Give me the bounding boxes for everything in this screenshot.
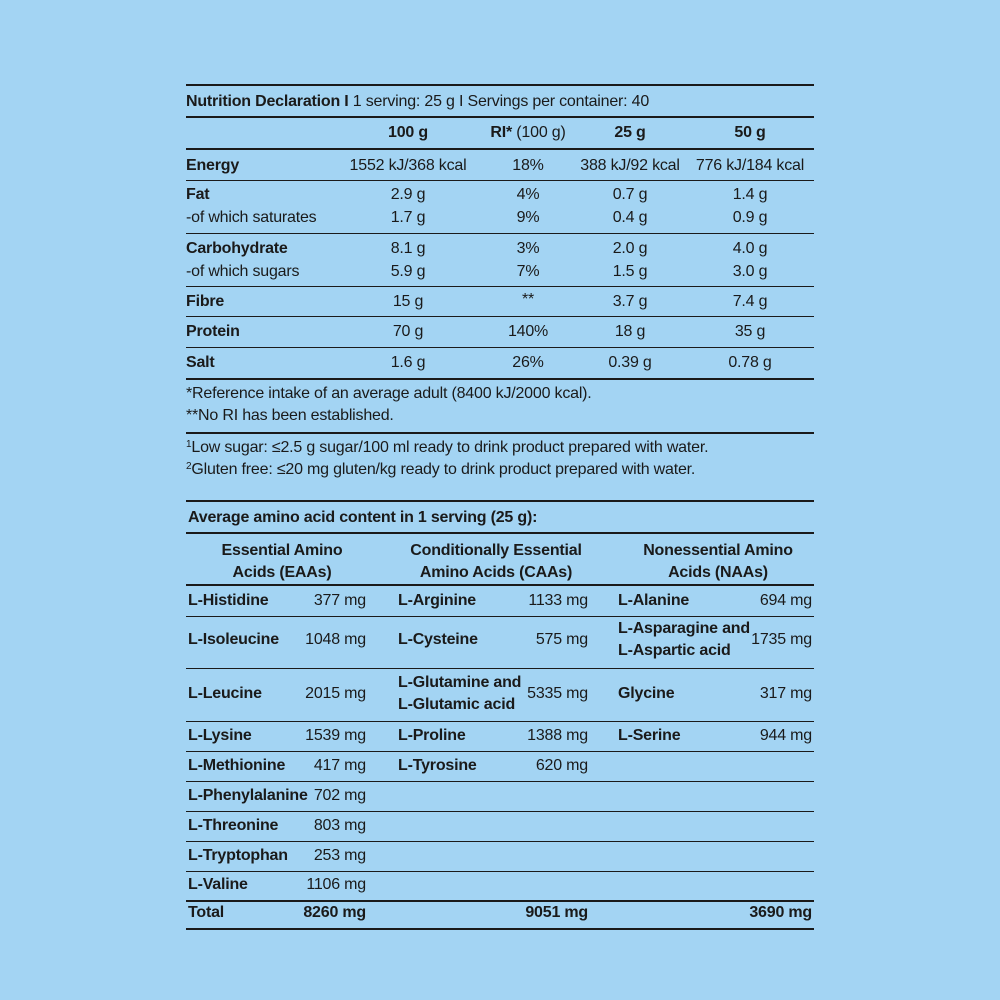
row-fat bbox=[186, 181, 814, 233]
caa-header bbox=[386, 540, 606, 584]
nutrition-column-headers bbox=[186, 118, 814, 148]
eaa-header bbox=[186, 540, 378, 584]
fibre-label: Fibre bbox=[186, 293, 225, 310]
fat-ri: 4% bbox=[516, 186, 540, 203]
saturates-50g: 0.9 g bbox=[732, 209, 768, 226]
caa-value: 1133 mg bbox=[528, 592, 588, 609]
caa-value: 1388 mg bbox=[527, 727, 588, 744]
energy-25g: 388 kJ/92 kcal bbox=[580, 157, 680, 174]
eaa-name: L-Lysine bbox=[188, 727, 252, 744]
total-naa: 3690 mg bbox=[749, 904, 812, 921]
amino-title-row bbox=[186, 502, 814, 532]
eaa-name: L-Isoleucine bbox=[188, 631, 279, 648]
nutrition-header bbox=[186, 86, 814, 116]
naa-name-line1: L-Asparagine and bbox=[618, 620, 750, 637]
protein-100g: 70 g bbox=[392, 323, 424, 340]
eaa-value: 253 mg bbox=[313, 847, 366, 864]
naa-value: 944 mg bbox=[759, 727, 812, 744]
fat-100g: 2.9 g bbox=[390, 186, 426, 203]
total-label: Total bbox=[188, 904, 225, 921]
eaa-value: 803 mg bbox=[313, 817, 366, 834]
caa-header-line1: Conditionally Essential bbox=[410, 542, 582, 559]
protein-ri: 140% bbox=[507, 323, 549, 340]
caa-name-line2: L-Glutamic acid bbox=[398, 696, 516, 713]
eaa-name: L-Methionine bbox=[188, 757, 286, 774]
row-salt bbox=[186, 348, 814, 378]
amino-row bbox=[186, 782, 814, 812]
amino-title: Average amino acid content in 1 serving (25 g): bbox=[188, 509, 538, 526]
salt-25g: 0.39 g bbox=[608, 354, 652, 371]
total-caa: 9051 mg bbox=[525, 904, 588, 921]
fat-label: Fat bbox=[186, 186, 210, 203]
carb-25g: 2.0 g bbox=[612, 240, 648, 257]
saturates-25g: 0.4 g bbox=[612, 209, 648, 226]
saturates-100g: 1.7 g bbox=[390, 209, 426, 226]
amino-row bbox=[186, 752, 814, 782]
caa-name: L-Arginine bbox=[398, 592, 476, 609]
carb-50g: 4.0 g bbox=[732, 240, 768, 257]
naa-name: L-Serine bbox=[618, 727, 681, 744]
nutrition-panel bbox=[186, 84, 814, 921]
caa-value: 5335 mg bbox=[527, 685, 588, 702]
footnote-ri: *Reference intake of an average adult (8400 kJ/2000 kcal). bbox=[186, 385, 592, 402]
naa-name: L-Alanine bbox=[618, 592, 690, 609]
footnote-marker-2: 2 bbox=[186, 461, 192, 472]
fibre-25g: 3.7 g bbox=[612, 293, 648, 310]
naa-header-line2: Acids (NAAs) bbox=[668, 564, 768, 581]
energy-100g: 1552 kJ/368 kcal bbox=[349, 157, 467, 174]
low-sugar-text: Low sugar: ≤2.5 g sugar/100 ml ready to drink product prepared with water. bbox=[191, 439, 709, 456]
amino-row bbox=[186, 812, 814, 842]
row-protein bbox=[186, 317, 814, 347]
salt-50g: 0.78 g bbox=[728, 354, 772, 371]
fibre-ri: ** bbox=[521, 291, 535, 308]
amino-row bbox=[186, 617, 814, 669]
eaa-name: L-Tryptophan bbox=[188, 847, 288, 864]
salt-ri: 26% bbox=[512, 354, 544, 371]
naa-name-line2: L-Aspartic acid bbox=[618, 642, 731, 659]
eaa-name: L-Valine bbox=[188, 876, 248, 893]
carb-100g: 8.1 g bbox=[390, 240, 426, 257]
naa-value: 1735 mg bbox=[751, 631, 812, 648]
amino-total-row bbox=[186, 902, 814, 930]
salt-100g: 1.6 g bbox=[390, 354, 426, 371]
caa-value: 575 mg bbox=[535, 631, 588, 648]
fat-50g: 1.4 g bbox=[732, 186, 768, 203]
carb-label: Carbohydrate bbox=[186, 240, 288, 257]
protein-label: Protein bbox=[186, 323, 240, 340]
sugars-50g: 3.0 g bbox=[732, 263, 768, 280]
eaa-value: 1048 mg bbox=[305, 631, 366, 648]
protein-50g: 35 g bbox=[734, 323, 766, 340]
footnote-marker-1: 1 bbox=[186, 439, 192, 450]
energy-label: Energy bbox=[186, 157, 240, 174]
total-eaa: 8260 mg bbox=[303, 904, 366, 921]
salt-label: Salt bbox=[186, 354, 215, 371]
saturates-ri: 9% bbox=[516, 209, 540, 226]
eaa-name: L-Phenylalanine bbox=[188, 787, 308, 804]
naa-header bbox=[614, 540, 822, 584]
sugars-label: -of which sugars bbox=[186, 263, 300, 280]
nutrition-title-line bbox=[186, 93, 649, 111]
fibre-100g: 15 g bbox=[392, 293, 424, 310]
amino-row bbox=[186, 669, 814, 722]
col-100g: 100 g bbox=[388, 124, 428, 141]
row-fibre bbox=[186, 287, 814, 316]
eaa-value: 1106 mg bbox=[306, 876, 366, 893]
eaa-header-line2: Acids (EAAs) bbox=[232, 564, 332, 581]
caa-name-line1: L-Glutamine and bbox=[398, 674, 522, 691]
footnote-low-sugar bbox=[186, 439, 708, 457]
col-50g: 50 g bbox=[734, 124, 766, 141]
amino-body bbox=[186, 586, 814, 921]
energy-ri: 18% bbox=[512, 157, 544, 174]
gluten-text: Gluten free: ≤20 mg gluten/kg ready to drink product prepared with water. bbox=[191, 461, 696, 478]
footnote-gluten bbox=[186, 461, 695, 479]
caa-name: L-Cysteine bbox=[398, 631, 478, 648]
naa-value: 694 mg bbox=[759, 592, 812, 609]
caa-header-line2: Amino Acids (CAAs) bbox=[419, 564, 573, 581]
footnote-no-ri: **No RI has been established. bbox=[186, 407, 394, 424]
nutrition-title: Nutrition Declaration I bbox=[186, 93, 349, 110]
eaa-value: 1539 mg bbox=[305, 727, 366, 744]
sugars-ri: 7% bbox=[516, 263, 540, 280]
naa-value: 317 mg bbox=[759, 685, 812, 702]
claims-footnotes bbox=[186, 434, 814, 500]
eaa-name: L-Threonine bbox=[188, 817, 279, 834]
col-ri-label: RI* bbox=[490, 124, 513, 141]
eaa-value: 2015 mg bbox=[305, 685, 366, 702]
col-25g: 25 g bbox=[614, 124, 646, 141]
caa-value: 620 mg bbox=[535, 757, 588, 774]
row-carbohydrate bbox=[186, 234, 814, 286]
amino-row bbox=[186, 842, 814, 872]
serving-info: 1 serving: 25 g I Servings per container: 40 bbox=[352, 93, 650, 110]
amino-row bbox=[186, 872, 814, 902]
carb-ri: 3% bbox=[516, 240, 540, 257]
ri-footnotes bbox=[186, 380, 814, 432]
fat-25g: 0.7 g bbox=[612, 186, 648, 203]
naa-name: Glycine bbox=[618, 685, 675, 702]
amino-column-headers bbox=[186, 534, 814, 584]
naa-header-line1: Nonessential Amino bbox=[643, 542, 793, 559]
fibre-50g: 7.4 g bbox=[732, 293, 768, 310]
caa-name: L-Proline bbox=[398, 727, 466, 744]
amino-row bbox=[186, 586, 814, 617]
protein-25g: 18 g bbox=[614, 323, 646, 340]
amino-row bbox=[186, 722, 814, 752]
row-energy bbox=[186, 150, 814, 180]
sugars-25g: 1.5 g bbox=[612, 263, 648, 280]
sugars-100g: 5.9 g bbox=[390, 263, 426, 280]
saturates-label: -of which saturates bbox=[186, 209, 317, 226]
eaa-value: 377 mg bbox=[313, 592, 366, 609]
eaa-value: 702 mg bbox=[313, 787, 366, 804]
eaa-value: 417 mg bbox=[313, 757, 366, 774]
col-ri-unit: (100 g) bbox=[512, 124, 566, 141]
eaa-name: L-Histidine bbox=[188, 592, 269, 609]
eaa-header-line1: Essential Amino bbox=[221, 542, 343, 559]
energy-50g: 776 kJ/184 kcal bbox=[695, 157, 805, 174]
eaa-name: L-Leucine bbox=[188, 685, 262, 702]
caa-name: L-Tyrosine bbox=[398, 757, 477, 774]
